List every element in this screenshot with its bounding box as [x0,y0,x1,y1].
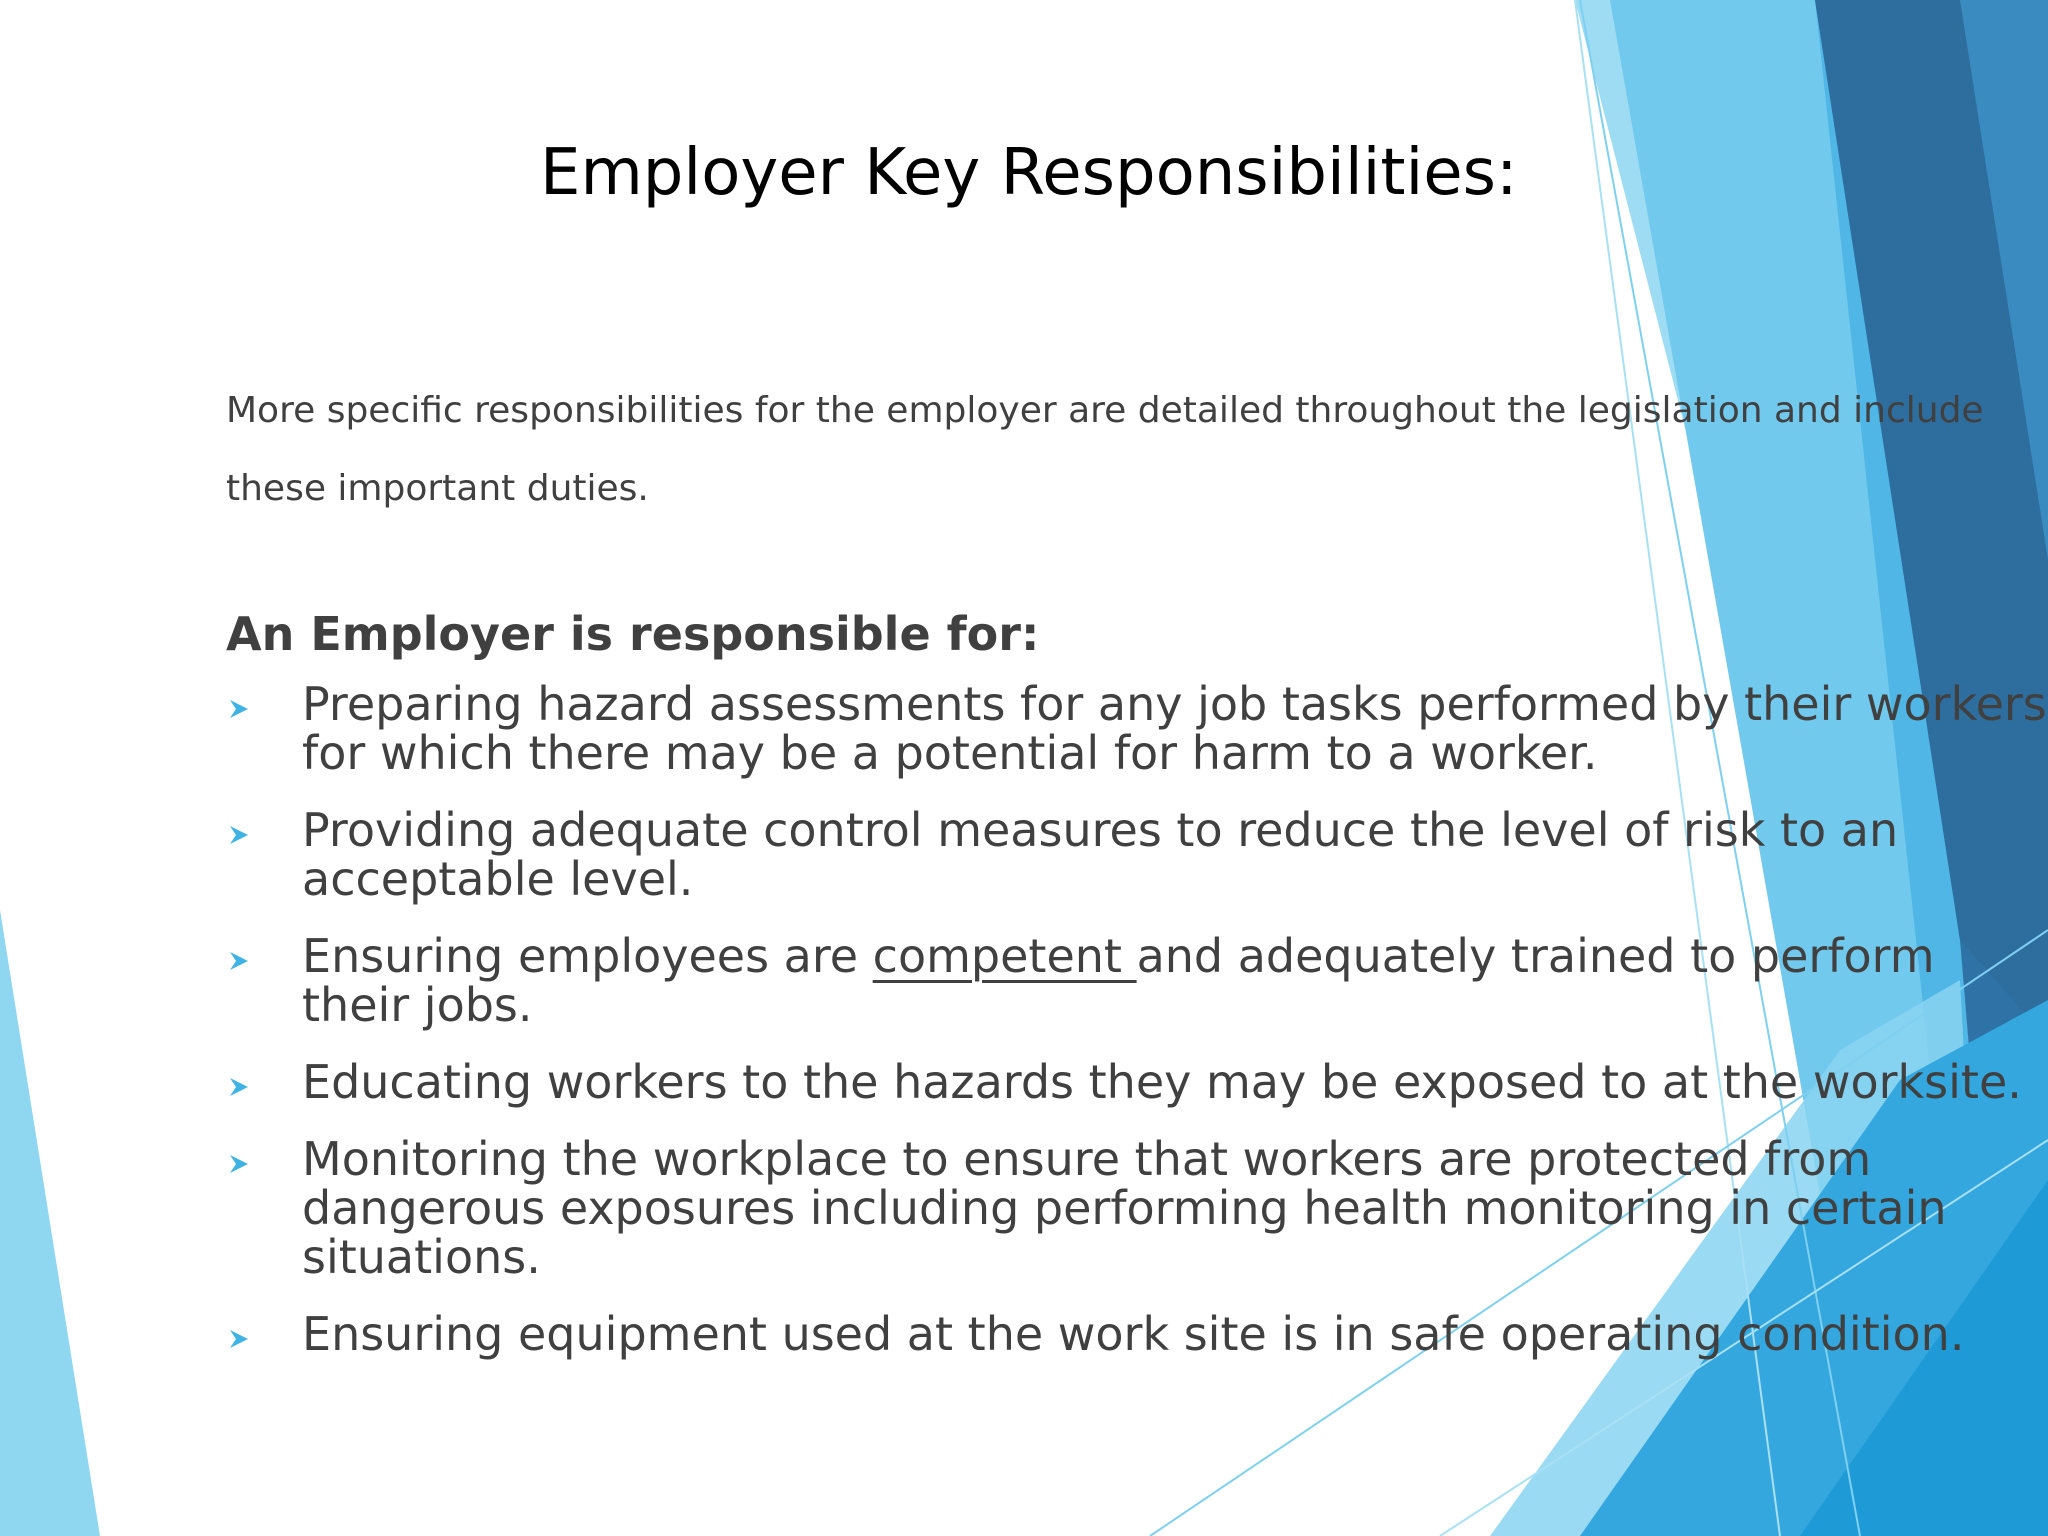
list-item [226,1132,2026,1284]
list-item-text: and adequately trained to perform [1136,929,1935,983]
arrowhead-bullet-icon [228,1076,250,1098]
arrowhead-bullet-icon [228,824,250,846]
list-item-line: Educating workers to the hazards they may be exposed to at the worksite. [302,1055,2022,1109]
list-item [226,1307,2026,1361]
list-item [226,929,2026,1032]
list-item-text: Ensuring employees are [302,929,873,983]
list-item-line: acceptable level. [302,852,694,906]
intro-line: More specific responsibilities for the employer are detailed throughout the legislation and include [226,390,1984,431]
list-item [226,803,2026,906]
list-item-line: situations. [302,1230,541,1284]
left-accent-shape [0,910,100,1536]
list-item-line: dangerous exposures including performing health monitoring in certain [302,1181,1947,1235]
list-item-line: Ensuring equipment used at the work site is in safe operating condition. [302,1307,1965,1361]
arrowhead-bullet-icon [228,1328,250,1350]
list-item [226,677,2047,780]
lead-heading: An Employer is responsible for: [226,607,1040,661]
list-item-line: Preparing hazard assessments for any job tasks performed by their workers [302,677,2047,731]
list-item-line: Providing adequate control measures to reduce the level of risk to an [302,803,1899,857]
responsibility-list [226,677,2047,1387]
arrowhead-bullet-icon [228,1153,250,1175]
list-item [226,1055,2026,1109]
intro-paragraph [226,372,2026,528]
intro-line: these important duties. [226,468,649,509]
list-item-line [302,929,2026,983]
underlined-term: competent [872,929,1137,983]
list-item-line: Monitoring the workplace to ensure that workers are protected from [302,1132,1872,1186]
slide-title: Employer Key Responsibilities: [540,136,1518,210]
list-item-line: their jobs. [302,978,533,1032]
arrowhead-bullet-icon [228,950,250,972]
arrowhead-bullet-icon [228,698,250,720]
list-item-line: for which there may be a potential for harm to a worker. [302,726,1598,780]
